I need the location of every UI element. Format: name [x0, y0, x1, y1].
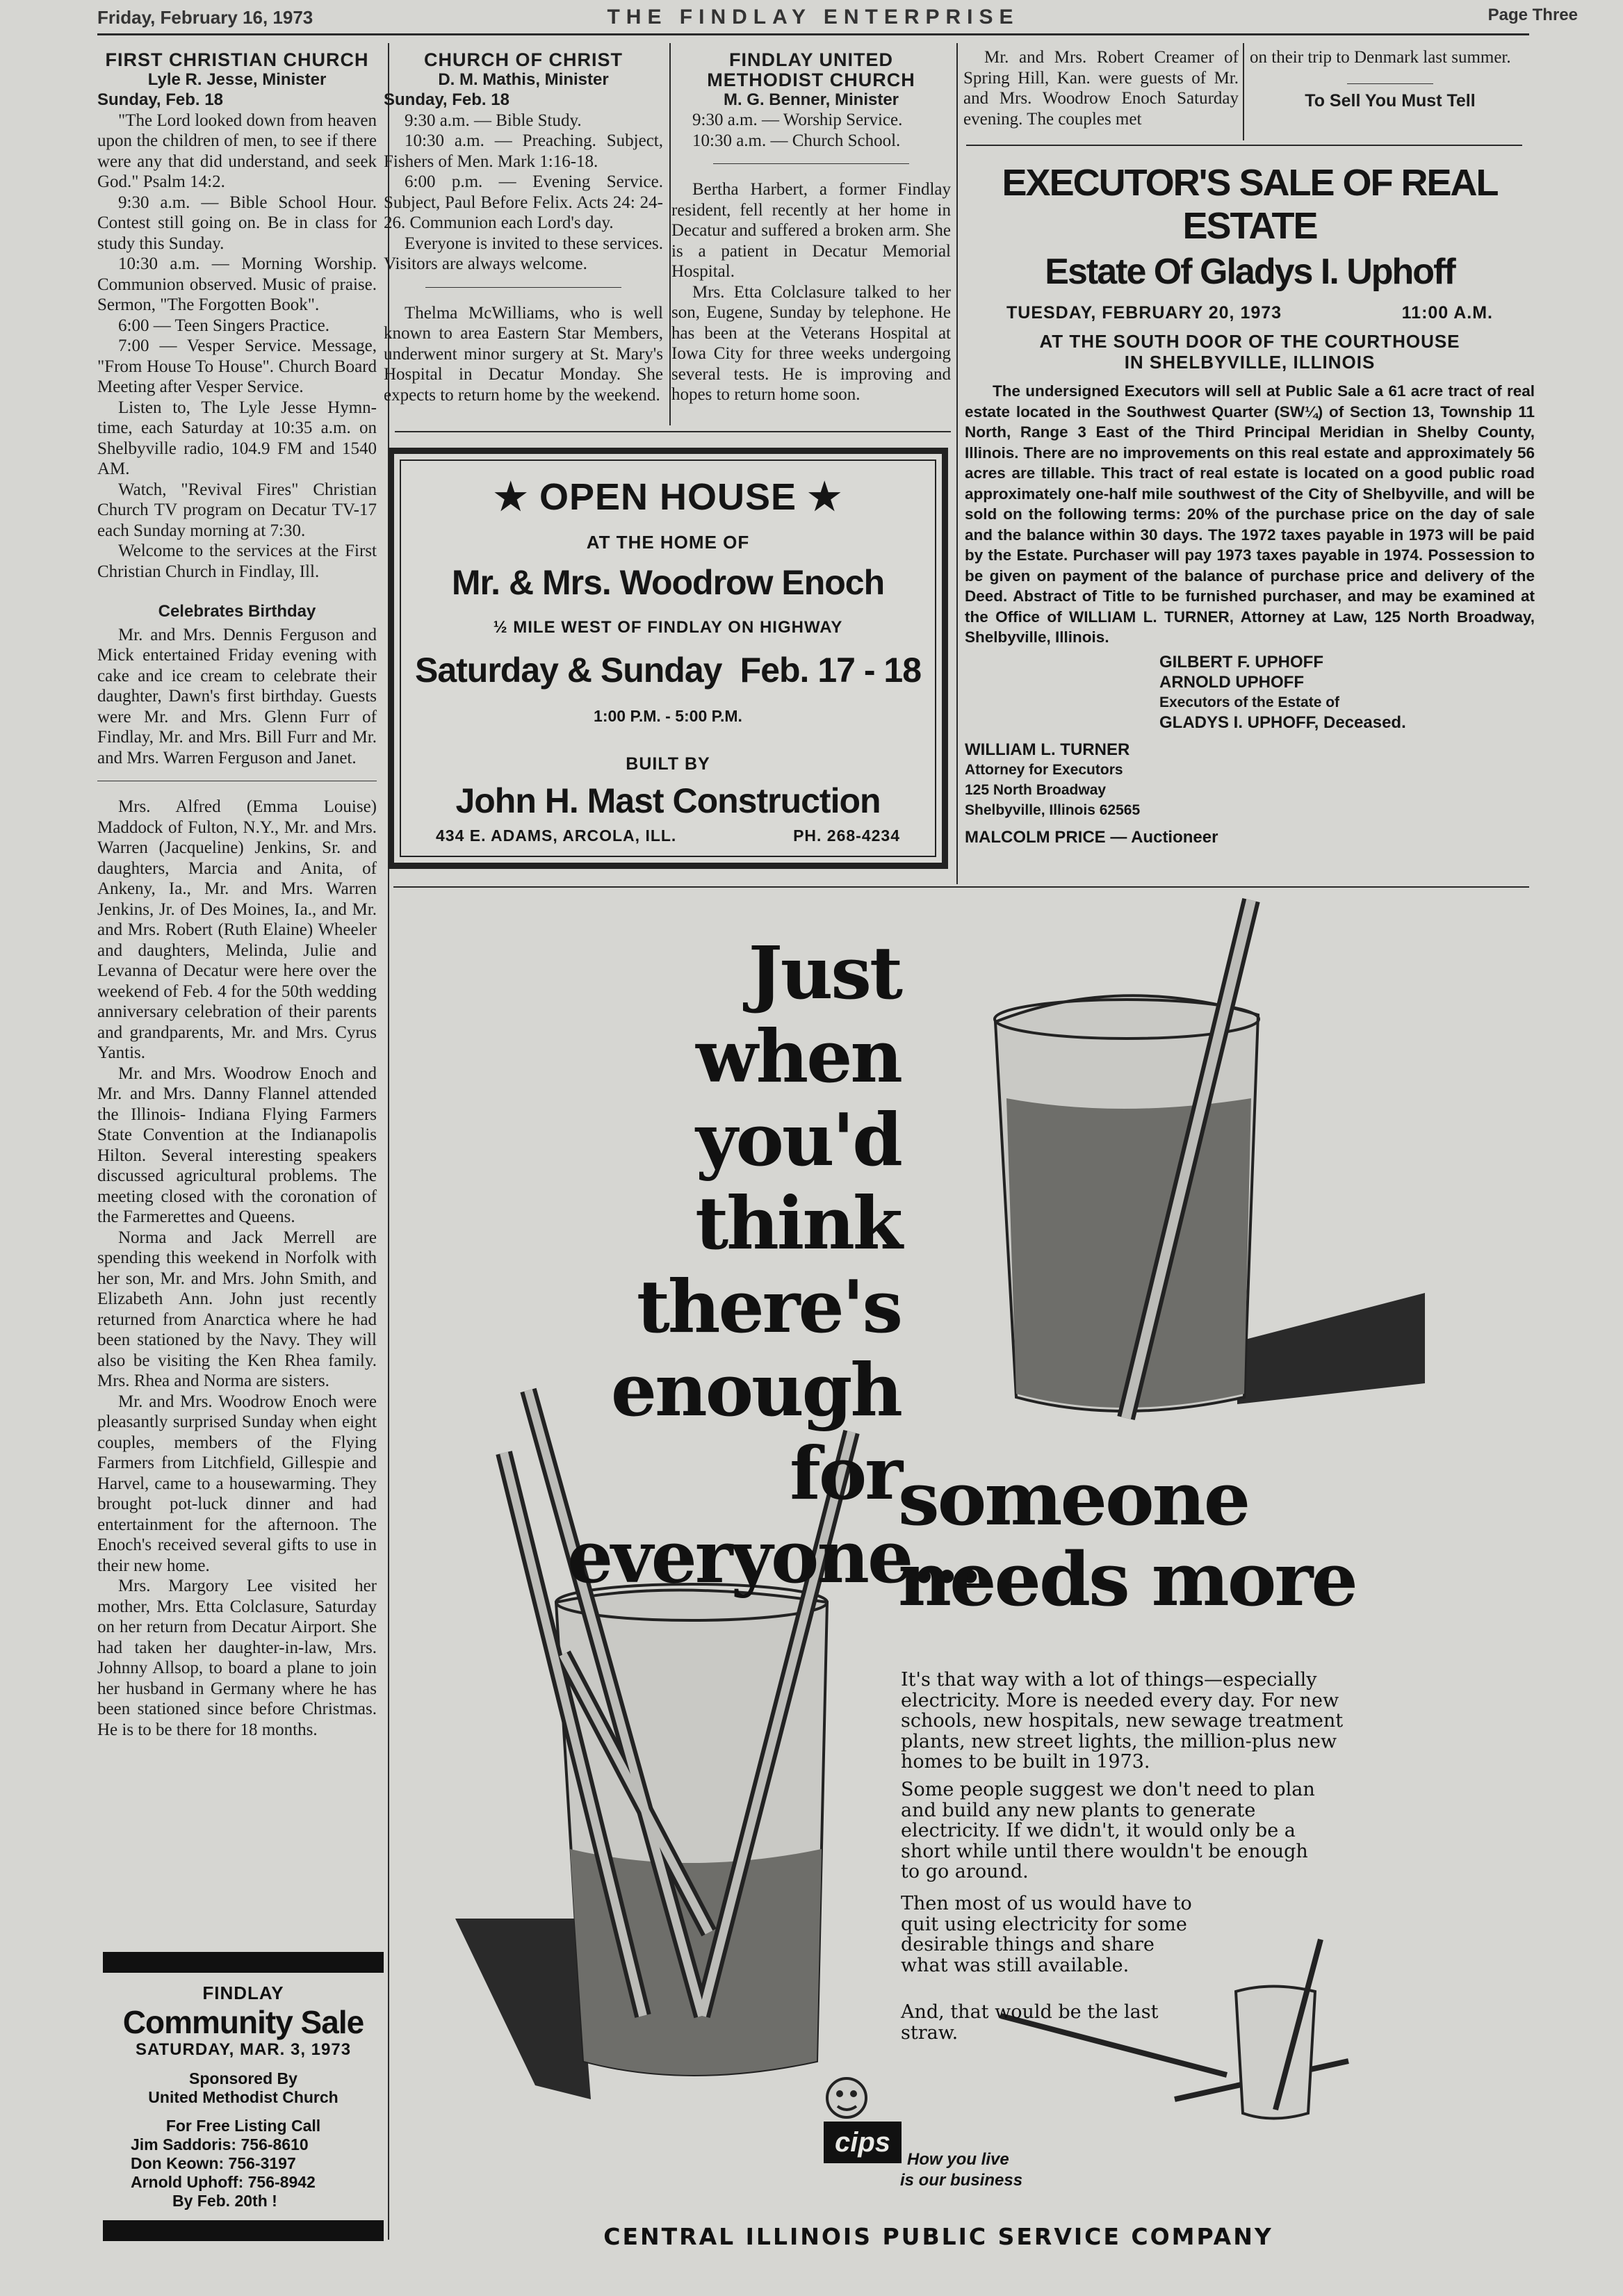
church-name: CHURCH OF CHRIST [424, 49, 623, 70]
notice-title: EXECUTOR'S SALE OF REAL ESTATE [1002, 162, 1498, 247]
subhead-line: someone [898, 1455, 1249, 1542]
paragraph: Watch, "Revival Fires" Christian Church TV program on Decatur TV-17 each Sunday morning at 7:30. [97, 480, 377, 540]
executor-name: GILBERT F. UPHOFF [1159, 652, 1323, 671]
minister-name: M. G. Benner, Minister [723, 90, 899, 109]
service-date: Sunday, Feb. 18 [97, 90, 223, 109]
paragraph: on their trip to Denmark last summer. [1250, 48, 1511, 67]
paragraph: 9:30 a.m. — Bible Study. [405, 111, 582, 130]
open-time: 1:00 P.M. - 5:00 P.M. [594, 707, 742, 725]
sale-title: Community Sale [122, 2004, 364, 2040]
ad-copy-3: Then most of us would have to quit using electricity for some desirable things and share what was still available. [901, 1893, 1192, 1976]
deadline: By Feb. 20th ! [172, 2192, 277, 2210]
minister-name: Lyle R. Jesse, Minister [147, 70, 327, 89]
sell-tagline: To Sell You Must Tell [1305, 90, 1476, 111]
open-dates: Feb. 17 - 18 [740, 651, 921, 690]
listing-call: For Free Listing Call [165, 2117, 321, 2135]
star-icon: ★ [494, 476, 528, 518]
birthday-heading: Celebrates Birthday [158, 602, 316, 621]
company-name: CENTRAL ILLINOIS PUBLIC SERVICE COMPANY [603, 2223, 1273, 2250]
paragraph: Bertha Harbert, a former Findlay resident, fell recently at her home in Decatur and suffered a broken arm. She is a patient in Decatur Memorial Hospital. [671, 180, 951, 281]
sale-time: 11:00 A.M. [1401, 303, 1493, 323]
minister-name: D. M. Mathis, Minister [438, 70, 609, 89]
headline-line: everyone... [567, 1514, 981, 1599]
sponsor-line: Sponsored By [189, 2069, 297, 2087]
executor-name: ARNOLD UPHOFF [1159, 672, 1304, 692]
slogan-line: is our business [900, 2171, 1023, 2190]
estate-name: Estate Of Gladys I. Uphoff [1045, 252, 1455, 292]
cips-mascot-icon [827, 2078, 866, 2117]
full-glass-icon [995, 900, 1259, 1418]
news-item: Mr. and Mrs. Woodrow Enoch were pleasantly surprised Sunday when eight couples, members of the Flying Farmers from Litchfield, Gillespie and Harvel, came to a housewarming. They brought pot-luck dinner and had entertainment for the afternoon. The Enoch's received several gifts to use in their new home. [97, 1392, 377, 1575]
paragraph: Listen to, The Lyle Jesse Hymn-time, each Saturday at 10:35 a.m. on Shelbyville radio, 104.9 FM and 1540 AM. [97, 398, 377, 478]
paragraph: 9:30 a.m. — Worship Service. [692, 111, 903, 129]
sale-location: AT THE SOUTH DOOR OF THE COURTHOUSE [1039, 331, 1460, 352]
news-item: Mr. and Mrs. Woodrow Enoch and Mr. and Mrs. Danny Flannel attended the Illinois- Indiana Flying Farmers State Convention at the Indianapolis Hilton. Several interesting speakers discussed agricultural problems. The meeting closed with the coronation of the Farmerettes and Queens. [97, 1064, 377, 1226]
paragraph: Mr. and Mrs. Robert Creamer of Spring Hill, Kan. were guests of Mr. and Mrs. Woodrow Enoch Saturday evening. The couples met [963, 48, 1239, 129]
contact: Don Keown: 756-3197 [131, 2154, 296, 2172]
sponsor-name: United Methodist Church [148, 2088, 339, 2106]
news-item: Norma and Jack Merrell are spending this weekend in Norfolk with her son, Mr. and Mrs. John Smith, and Elizabeth Ann. John just recently returned from Anarctica where he had been stationed by the Navy. They will also be visiting the Ken Rhea family. Mrs. Rhea and Norma are sisters. [97, 1228, 377, 1390]
glass-shadow [1237, 1293, 1425, 1404]
paper-title: THE FINDLAY ENTERPRISE [607, 6, 1020, 29]
service-date: Sunday, Feb. 18 [384, 90, 509, 109]
page-number: Page Three [1487, 6, 1578, 24]
paragraph: Mrs. Etta Colclasure talked to her son, Eugene, Sunday by telephone. He has been at the Veterans Hospital at Iowa City for three weeks undergoing several tests. He is improving and hopes to return home soon. [671, 282, 951, 404]
sale-location: IN SHELBYVILLE, ILLINOIS [1124, 352, 1376, 373]
headline-line: there's [636, 1264, 901, 1349]
subhead-line: needs more [898, 1536, 1356, 1622]
cips-logo: cips [834, 2127, 891, 2158]
builder-name: John H. Mast Construction [455, 781, 881, 820]
paragraph: 6:00 p.m. — Evening Service. Subject, Paul Before Felix. Acts 24: 24-26. Communion each Lord's day. [384, 172, 663, 232]
issue-date: Friday, February 16, 1973 [97, 7, 313, 28]
attorney-name: WILLIAM L. TURNER [965, 740, 1130, 759]
church-name: METHODIST CHURCH [707, 70, 915, 90]
notice-body: The undersigned Executors will sell at Public Sale a 61 acre tract of real estate located in the Southwest Quarter (SW¼) of Section 13, Township 11 North, Range 3 East of the Third Principal Meridian in Shelby County, Illinois. There are no improvements on this real estate and approximately 56 acres are tillable. This tract of real estate is located on a good public road approximately one-half mile southwest of the City of Shelbyville, and will be sold on the following terms: 20% of the purchase price on the day of sale and the balance within 30 days. The 1972 taxes payable in 1973 will be paid by the Estate. Purchaser will pay 1973 taxes payable in 1974. Possession to be given on payment of the balance of purchase price and delivery of the Deed. Abstract of Title to be furnished purchaser, and may be examined at the Office of WILLIAM L. TURNER, Attorney at Law, 125 North Broadway, Shelbyville, Illinois. [965, 382, 1535, 646]
paragraph: 10:30 a.m. — Preaching. Subject, Fishers of Men. Mark 1:16-18. [384, 131, 663, 171]
church-name: FINDLAY UNITED [728, 49, 894, 70]
open-house-title: OPEN HOUSE [539, 476, 797, 518]
glass-shadow [455, 1919, 591, 2099]
church-name: FIRST CHRISTIAN CHURCH [105, 49, 369, 70]
news-item: Mrs. Margory Lee visited her mother, Mrs. Etta Colclasure, Saturday on her return from Decatur Airport. She had taken her daughter-in-law, Mrs. Johnny Allsop, to board a plane to join her husband in Germany where he has been stationed since before Christmas. He is to be there for 18 months. [97, 1577, 377, 1739]
builder-phone: PH. 268-4234 [793, 827, 900, 845]
built-by-label: BUILT BY [626, 754, 710, 774]
paragraph: 7:00 — Vesper Service. Message, "From House To House". Church Board Meeting after Vesper Service. [97, 336, 377, 396]
birthday-text: Mr. and Mrs. Dennis Ferguson and Mick entertained Friday evening with cake and ice cream to celebrate their daughter, Dawn's first birthday. Guests were Mr. and Mrs. Glenn Furr of Findlay, Mr. and Mrs. Bill Furr and Mr. and Mrs. Warren Ferguson and Janet. [97, 625, 377, 767]
paragraph: 6:00 — Teen Singers Practice. [118, 316, 329, 335]
headline-block [567, 930, 981, 1599]
ad-copy-4: And, that would be the last straw. [901, 2001, 1159, 2044]
paragraph: 9:30 a.m. — Bible School Hour. Contest still going on. Be in class for study this Sunday. [97, 193, 377, 253]
paragraph: 10:30 a.m. — Church School. [692, 131, 901, 150]
sale-place: FINDLAY [202, 1982, 284, 2003]
headline-line: enough for [610, 1347, 901, 1516]
paragraph: Everyone is invited to these services. Visitors are always welcome. [384, 234, 663, 273]
paragraph: Welcome to the services at the First Christian Church in Findlay, Ill. [97, 542, 377, 581]
paragraph: 10:30 a.m. — Morning Worship. Communion observed. Music of praise. Sermon, "The Forgotten Book". [97, 254, 377, 314]
sale-date: TUESDAY, FEBRUARY 20, 1973 [1006, 303, 1282, 323]
ad-copy-2: Some people suggest we don't need to plan and build any new plants to generate electricity. If we didn't, it would only be a short while until there wouldn't be enough to go around. [901, 1779, 1315, 1882]
slogan-line: How you live [907, 2150, 1009, 2169]
auctioneer: MALCOLM PRICE — Auctioneer [965, 827, 1218, 847]
contact: Arnold Uphoff: 756-8942 [131, 2173, 316, 2191]
subhead-block [898, 1455, 1356, 1622]
home-line: AT THE HOME OF [586, 532, 750, 553]
slogan [900, 2149, 1023, 2191]
open-days: Saturday & Sunday [415, 651, 722, 690]
attorney-address: 125 North Broadway [965, 781, 1107, 798]
headline-line: Just when [696, 930, 901, 1099]
contact: Jim Saddoris: 756-8610 [131, 2135, 309, 2153]
deceased-name: GLADYS I. UPHOFF, Deceased. [1159, 713, 1406, 732]
paragraph: Thelma McWilliams, who is well known to area Eastern Star Members, underwent minor surgery at St. Mary's Hospital in Decatur Monday. She expects to return home by the weekend. [384, 303, 663, 405]
news-item: Mrs. Alfred (Emma Louise) Maddock of Fulton, N.Y., Mr. and Mrs. Warren (Jacqueline) Jenkins, Sr. and daughters, Marcia and Anita, of Ankeny, Ia., Mr. and Mrs. Warren Jenkins, Jr. of Des Moines, Ia., and Mr. and Mrs. Robert (Ruth Elaine) Wheeler and daughters, Melinda, Julie and Levanna of Decatur were here over the weekend of Feb. 4 for the 50th wedding anniversary celebration of their parents and grandparents, Mr. and Mrs. Cyrus Yantis. [97, 797, 377, 1062]
attorney-role: Attorney for Executors [965, 761, 1123, 778]
location: ½ MILE WEST OF FINDLAY ON HIGHWAY [493, 618, 843, 637]
executor-role: Executors of the Estate of [1159, 694, 1340, 710]
sale-date: SATURDAY, MAR. 3, 1973 [135, 2040, 352, 2059]
paragraph: "The Lord looked down from heaven upon the children of men, to see if there were any that did understand, and seek God." Psalm 14:2. [97, 111, 377, 191]
host-name: Mr. & Mrs. Woodrow Enoch [451, 563, 885, 602]
builder-address: 434 E. ADAMS, ARCOLA, ILL. [436, 827, 677, 845]
ad-copy-1: It's that way with a lot of things—especially electricity. More is needed every day. For new schools, new hospitals, new sewage treatment plants, new street lights, the million-plus new homes to be built in 1973. [901, 1669, 1344, 1773]
attorney-city: Shelbyville, Illinois 62565 [965, 801, 1141, 818]
star-icon: ★ [808, 476, 842, 518]
headline-line: you'd think [695, 1097, 901, 1266]
